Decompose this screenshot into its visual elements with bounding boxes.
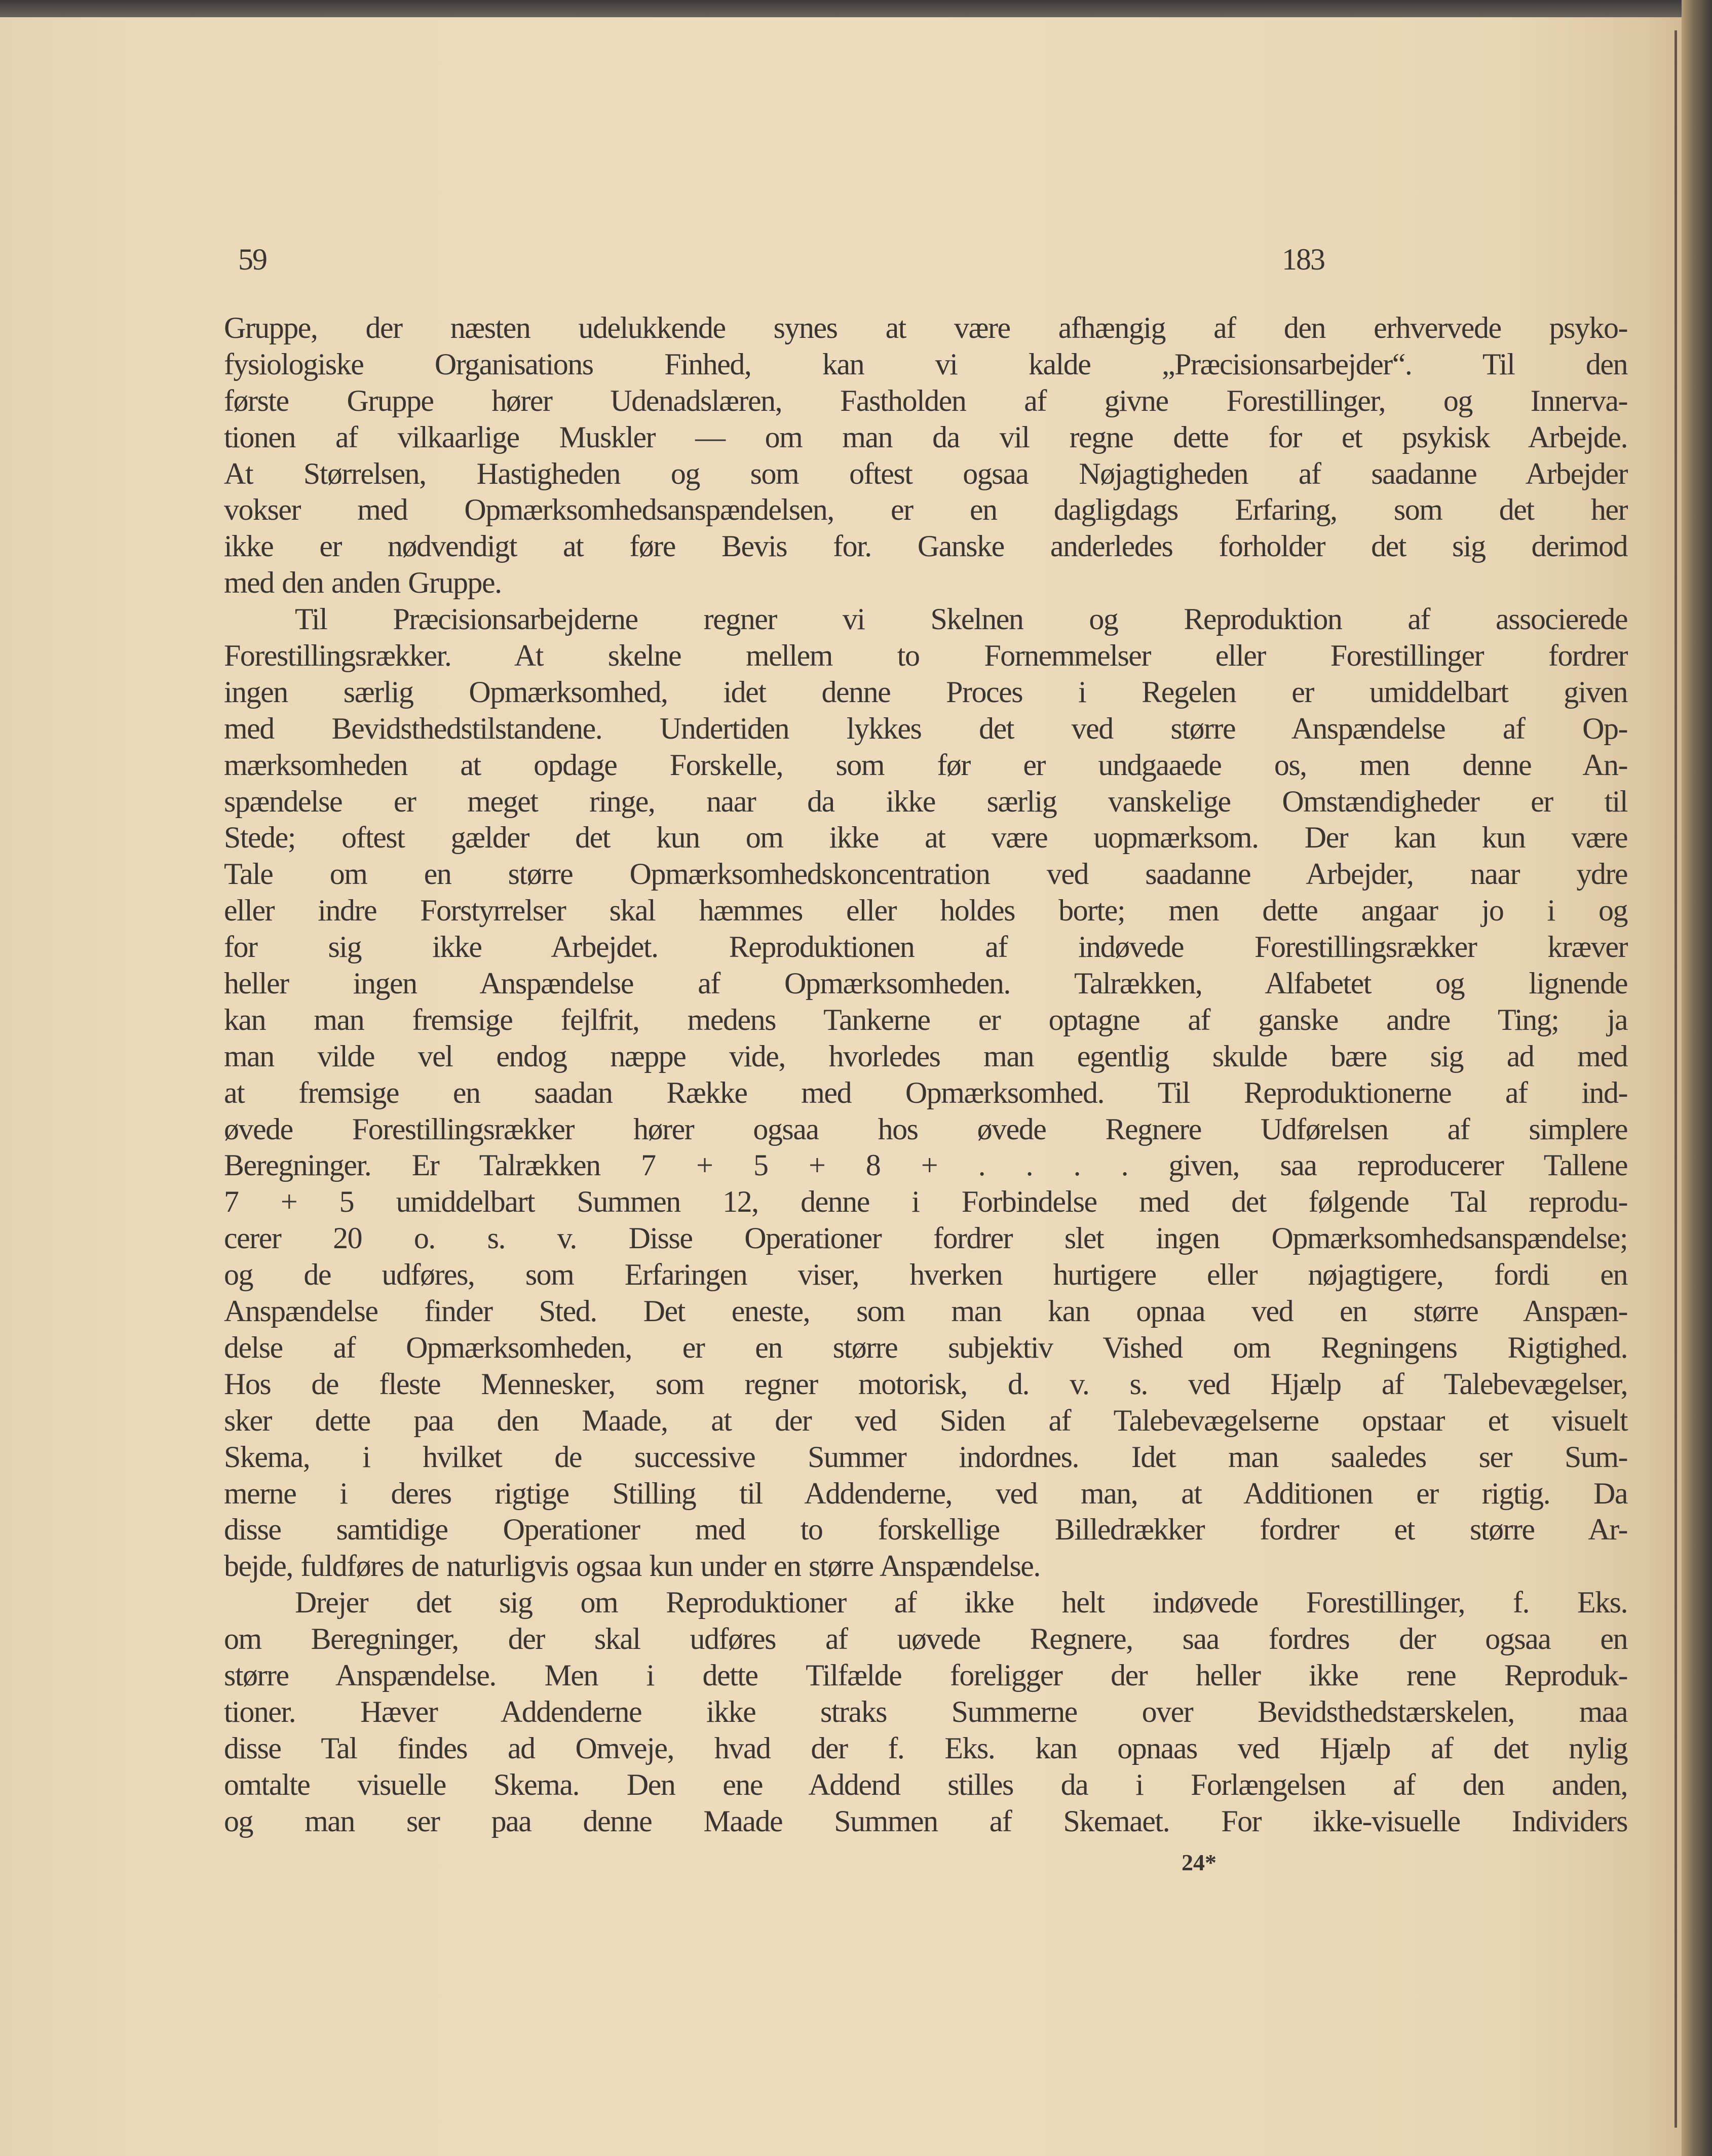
text-line: Til Præcisionsarbejderne regner vi Skelnen og Reproduktion af associerede	[295, 602, 1627, 636]
text-line: Tale om en større Opmærksomhedskoncentration ved saadanne Arbejder, naar ydre	[224, 857, 1627, 891]
text-line: Drejer det sig om Reproduktioner af ikke helt indøvede Forestillinger, f. Eks.	[295, 1586, 1627, 1620]
text-line: med Bevidsthedstilstandene. Undertiden lykkes det ved større Anspændelse af Op-	[224, 711, 1627, 745]
text-line: Stede; oftest gælder det kun om ikke at være uopmærksom. Der kan kun være	[224, 821, 1627, 855]
text-line: fysiologiske Organisations Finhed, kan vi kalde „Præcisionsarbejder“. Til den	[224, 347, 1627, 381]
page-number-left: 59	[238, 243, 267, 276]
book-page-edge	[1682, 0, 1712, 2156]
text-line: cerer 20 o. s. v. Disse Operationer fordrer slet ingen Opmærksomhedsanspændelse;	[224, 1221, 1627, 1255]
text-line: spændelse er meget ringe, naar da ikke særlig vanskelige Omstændigheder er til	[224, 784, 1627, 818]
text-line: Forestillingsrækker. At skelne mellem to Fornemmelser eller Forestillinger fordrer	[224, 639, 1627, 673]
text-line: øvede Forestillingsrækker hører ogsaa hos øvede Regnere Udførelsen af simplere	[224, 1112, 1627, 1146]
text-line: At Størrelsen, Hastigheden og som oftest ogsaa Nøjagtigheden af saadanne Arbejder	[224, 456, 1627, 490]
text-line: Skema, i hvilket de successive Summer indordnes. Idet man saaledes ser Sum-	[224, 1440, 1627, 1474]
text-line: Anspændelse finder Sted. Det eneste, som man kan opnaa ved en større Anspæn-	[224, 1294, 1627, 1328]
page-number-right: 183	[1282, 243, 1324, 276]
text-line: at fremsige en saadan Række med Opmærksomhed. Til Reproduktionerne af ind-	[224, 1075, 1627, 1109]
text-line: Gruppe, der næsten udelukkende synes at være afhængig af den erhvervede psyko-	[224, 311, 1627, 344]
text-line: eller indre Forstyrrelser skal hæmmes eller holdes borte; men dette angaar jo i og	[224, 894, 1627, 928]
text-line: mærksomheden at opdage Forskelle, som før er undgaaede os, men denne An-	[224, 748, 1627, 782]
page-fold-line	[1675, 30, 1677, 2128]
text-line: med den anden Gruppe.	[224, 566, 502, 600]
text-line: om Beregninger, der skal udføres af uøvede Regnere, saa fordres der ogsaa en	[224, 1622, 1627, 1656]
text-line: bejde, fuldføres de naturligvis ogsaa kun under en større Anspændelse.	[224, 1549, 1040, 1583]
text-line: vokser med Opmærksomhedsanspændelsen, er en dagligdags Erfaring, som det her	[224, 493, 1627, 527]
text-line: første Gruppe hører Udenadslæren, Fastholden af givne Forestillinger, og Innerva-	[224, 383, 1627, 417]
text-line: større Anspændelse. Men i dette Tilfælde foreligger der heller ikke rene Reproduk-	[224, 1658, 1627, 1692]
text-line: ikke er nødvendigt at føre Bevis for. Ganske anderledes forholder det sig derimod	[224, 529, 1627, 563]
text-line: Beregninger. Er Talrækken 7 + 5 + 8 + . . . . given, saa reproducerer Tallene	[224, 1148, 1627, 1182]
text-line: merne i deres rigtige Stilling til Addenderne, ved man, at Additionen er rigtig. Da	[224, 1476, 1627, 1510]
text-line: kan man fremsige fejlfrit, medens Tankerne er optagne af ganske andre Ting; ja	[224, 1003, 1627, 1036]
signature-mark: 24*	[1182, 1850, 1216, 1875]
text-line: tioner. Hæver Addenderne ikke straks Summerne over Bevidsthedstærskelen, maa	[224, 1695, 1627, 1728]
text-line: og man ser paa denne Maade Summen af Skemaet. For ikke-visuelle Individers	[224, 1804, 1627, 1838]
text-line: 7 + 5 umiddelbart Summen 12, denne i Forbindelse med det følgende Tal reprodu-	[224, 1185, 1627, 1219]
text-line: disse samtidige Operationer med to forskellige Billedrækker fordrer et større Ar-	[224, 1513, 1627, 1547]
body-text	[224, 310, 1627, 1839]
text-line: sker dette paa den Maade, at der ved Siden af Talebevægelserne opstaar et visuelt	[224, 1403, 1627, 1437]
text-line: for sig ikke Arbejdet. Reproduktionen af indøvede Forestillingsrækker kræver	[224, 930, 1627, 964]
text-line: delse af Opmærksomheden, er en større subjektiv Vished om Regningens Rigtighed.	[224, 1330, 1627, 1364]
text-line: ingen særlig Opmærksomhed, idet denne Proces i Regelen er umiddelbart given	[224, 675, 1627, 709]
text-line: tionen af vilkaarlige Muskler — om man da vil regne dette for et psykisk Arbejde.	[224, 420, 1627, 454]
text-line: man vilde vel endog næppe vide, hvorledes man egentlig skulde bære sig ad med	[224, 1039, 1627, 1073]
text-line: disse Tal findes ad Omveje, hvad der f. Eks. kan opnaas ved Hjælp af det nylig	[224, 1731, 1627, 1765]
scan-top-edge	[0, 0, 1712, 17]
text-line: og de udføres, som Erfaringen viser, hverken hurtigere eller nøjagtigere, fordi en	[224, 1258, 1627, 1292]
text-line: Hos de fleste Mennesker, som regner motorisk, d. v. s. ved Hjælp af Talebevægelser,	[224, 1367, 1627, 1401]
text-line: heller ingen Anspændelse af Opmærksomheden. Talrækken, Alfabetet og lignende	[224, 967, 1627, 1000]
text-line: omtalte visuelle Skema. Den ene Addend stilles da i Forlængelsen af den anden,	[224, 1767, 1627, 1801]
